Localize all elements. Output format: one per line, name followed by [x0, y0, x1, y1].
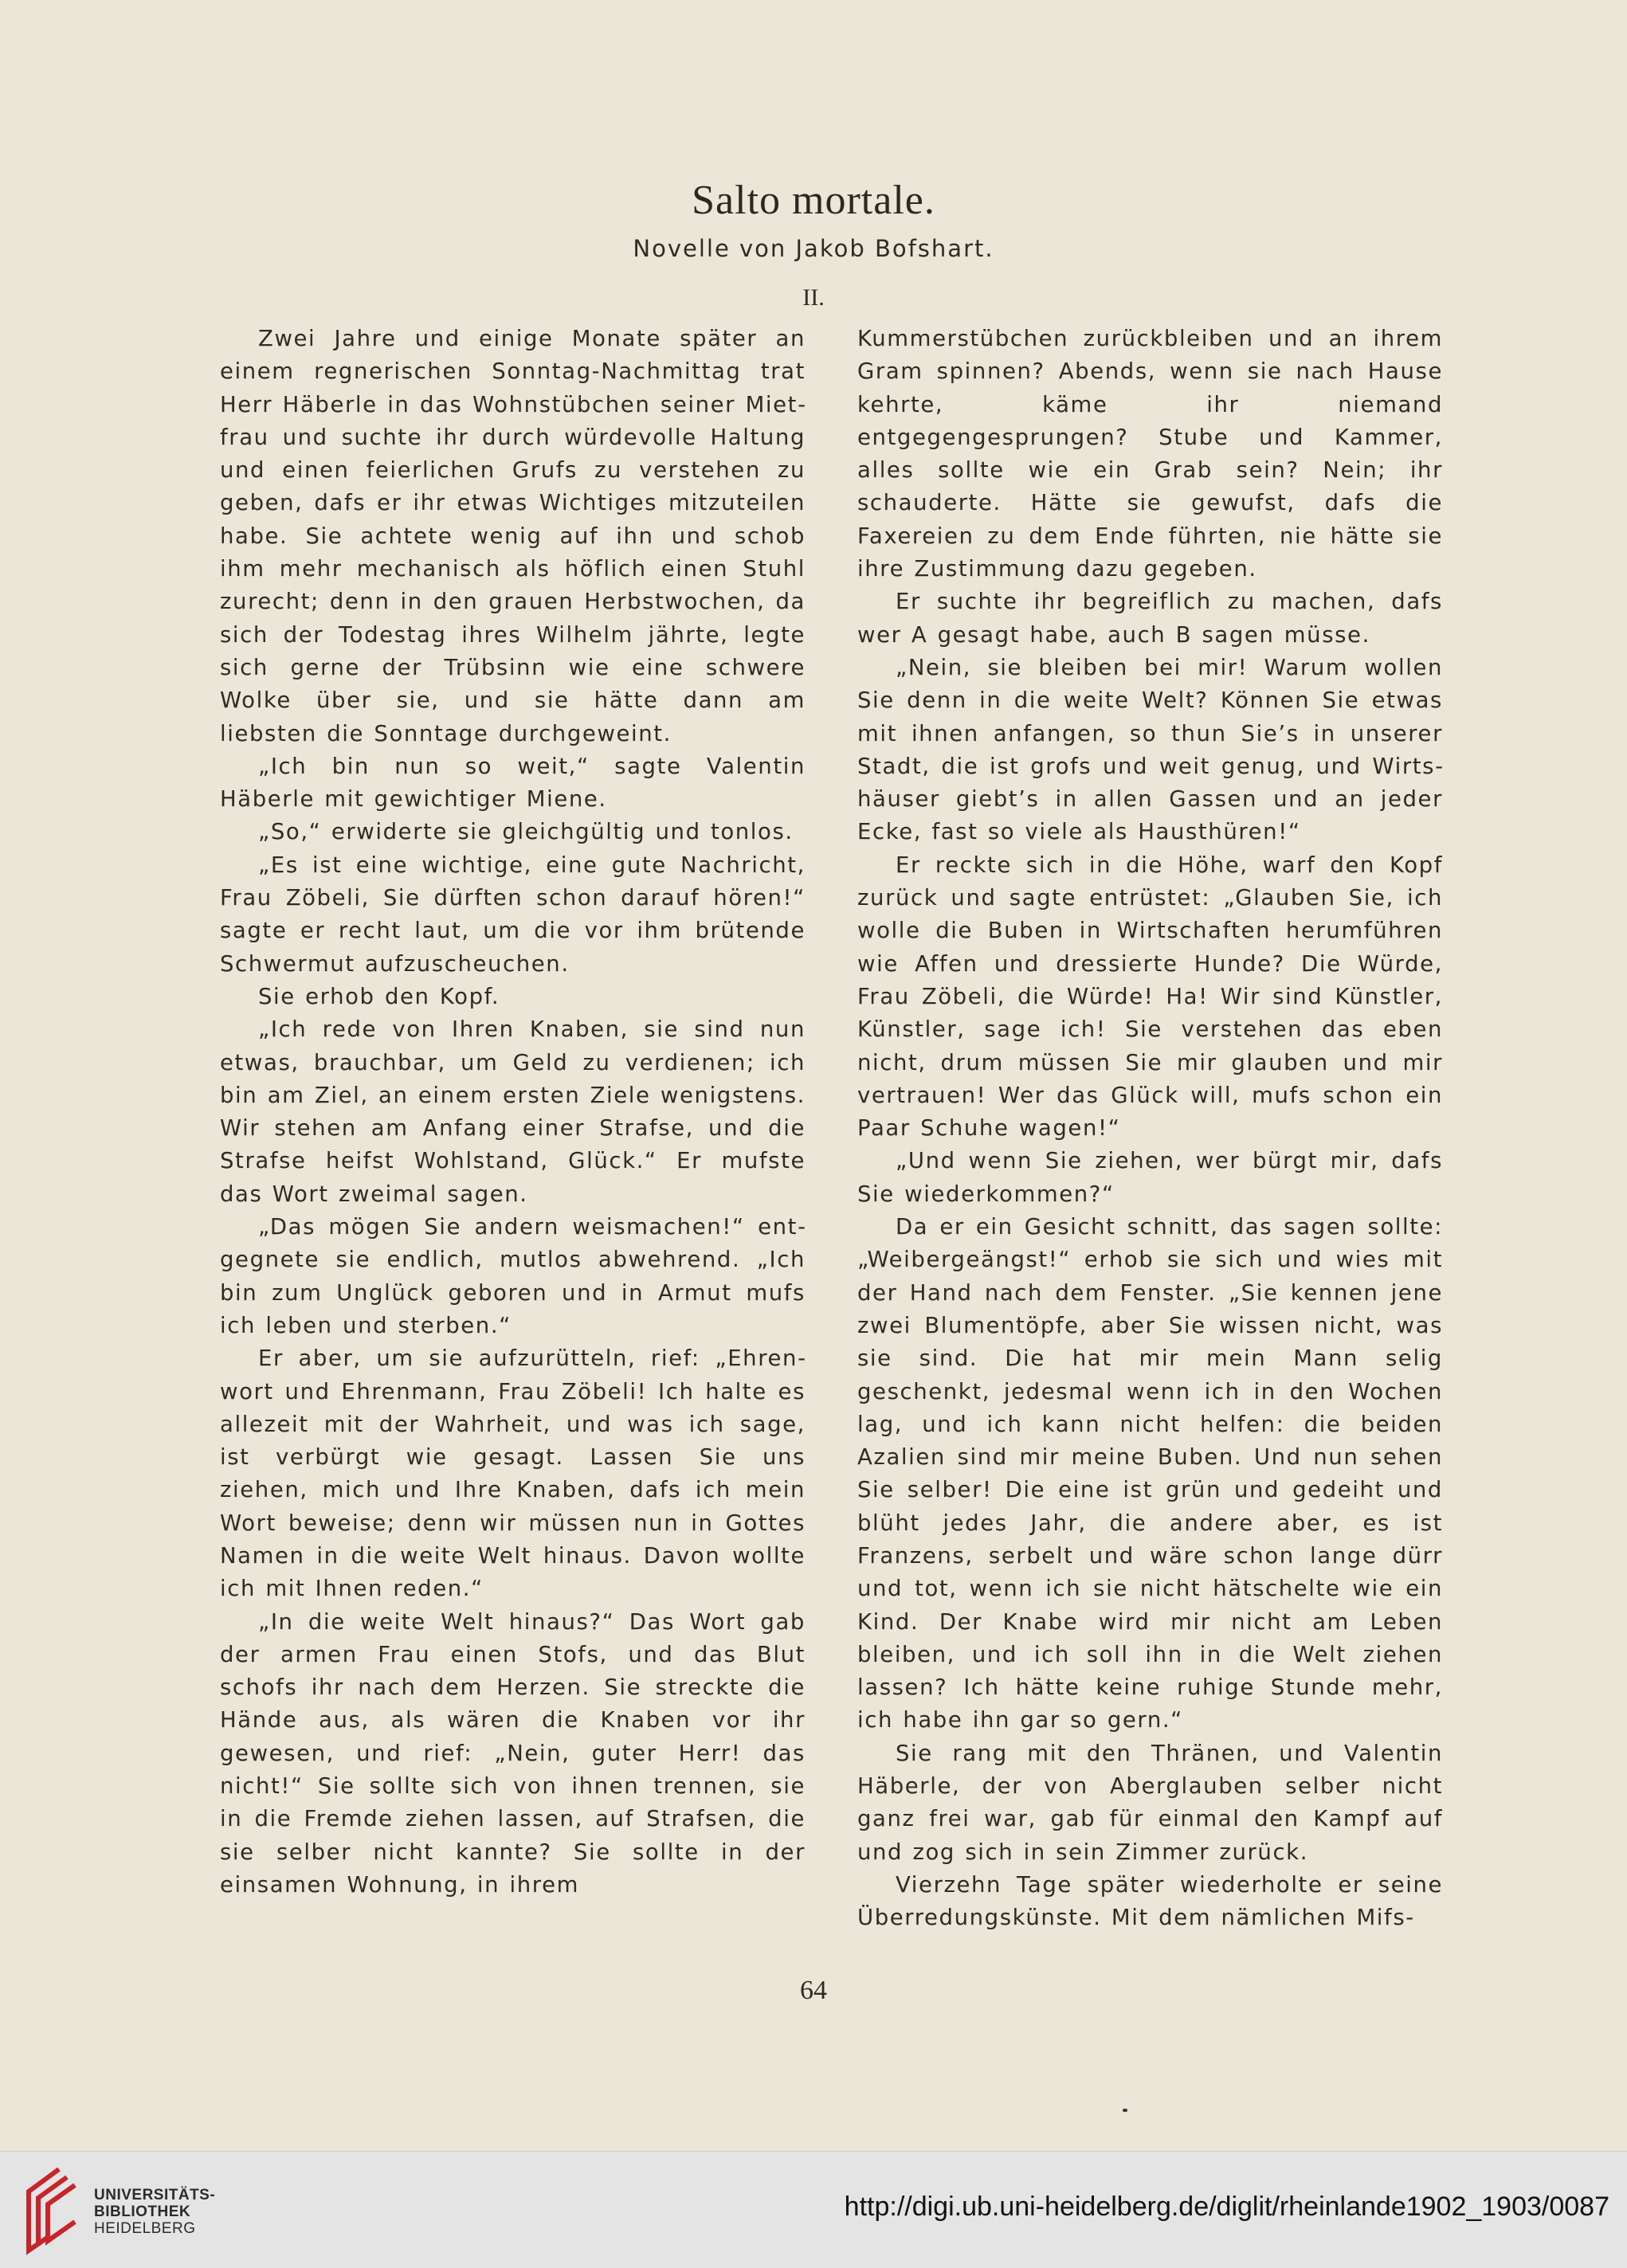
paragraph: „Und wenn Sie ziehen, wer bürgt mir, dafs Sie wiederkommen?“	[857, 1148, 1443, 1207]
paragraph: Er reckte sich in die Höhe, warf den Kopf zurück und sagte entrüstet: „Glauben Sie, ich wolle die Buben in Wirtschaften herumführen wie Affen und dressierte Hunde? Die Würde, Frau Zöbeli, die Würde! Ha! Wir sind Künstler, Künstler, sage ich! Sie verstehen das eben nicht, drum müssen Sie mir glauben und mir vertrauen! Wer das Glück will, mufs schon ein Paar Schuhe wagen!“	[857, 852, 1443, 1142]
text-column-left	[220, 323, 806, 1902]
paragraph: Er aber, um sie aufzurütteln, rief: „Ehrenwort und Ehrenmann, Frau Zöbeli! Ich halte es allezeit mit der Wahrheit, und was ich sage, ist verbürgt wie gesagt. Lassen Sie uns ziehen, mich und Ihre Knaben, dafs ich mein Wort beweise; denn wir müssen nun in Gottes Namen in die weite Welt hinaus. Davon wollte ich mit Ihnen reden.“	[220, 1346, 806, 1602]
library-logo-icon	[18, 2163, 81, 2258]
library-name: UNIVERSITÄTS- BIBLIOTHEK HEIDELBERG	[94, 2187, 216, 2237]
paragraph: „Es ist eine wichtige, eine gute Nachricht, Frau Zöbeli, Sie dürften schon darauf hören!“ sagte er recht laut, um die vor ihm brütende Schwermut aufzuscheuchen.	[220, 852, 806, 977]
paragraph: Er suchte ihr begreiflich zu machen, dafs wer A gesagt habe, auch B sagen müsse.	[857, 589, 1443, 648]
source-url-link[interactable]: http://digi.ub.uni-heidelberg.de/diglit/rheinlande1902_1903/0087	[844, 2192, 1609, 2222]
paragraph: Sie erhob den Kopf.	[258, 983, 500, 1009]
paragraph: „Nein, sie bleiben bei mir! Warum wollen Sie denn in die weite Welt? Können Sie etwas mit ihnen anfangen, so thun Sie’s in unserer Stadt, die ist grofs und weit genug, und Wirtshäuser giebt’s in allen Gassen und an jeder Ecke, fast so viele als Hausthüren!“	[857, 654, 1443, 845]
subtitle: Novelle von Jakob Bofshart.	[633, 235, 994, 262]
paragraph: „So,“ erwiderte sie gleichgültig und tonlos.	[258, 819, 794, 845]
paragraph: Da er ein Gesicht schnitt, das sagen sollte: „Weibergeängst!“ erhob sie sich und wies mit der Hand nach dem Fenster. „Sie kennen jene zwei Blumentöpfe, aber Sie wissen nicht, was sie sind. Die hat mir mein Mann selig geschenkt, jedesmal wenn ich in den Wochen lag, und ich kann nicht helfen: die beiden Azalien sind mir meine Buben. Und nun sehen Sie selber! Die eine ist grün und gedeiht und blüht jedes Jahr, die andere aber, es ist Franzens, serbelt und wäre schon lange dürr und tot, wenn ich sie nicht hätschelte wie ein Kind. Der Knabe wird mir nicht am Leben bleiben, und ich soll ihn in die Welt ziehen lassen? Ich hätte keine ruhige Stunde mehr, ich habe ihn gar so gern.“	[857, 1214, 1443, 1733]
page-number: 64	[800, 1976, 827, 2005]
paragraph: „Ich bin nun so weit,“ sagte Valentin Häberle mit gewichtiger Miene.	[220, 753, 806, 813]
paragraph: „Das mögen Sie andern weismachen!“ entgegnete sie endlich, mutlos abwehrend. „Ich bin zum Unglück geboren und in Armut mufs ich leben und sterben.“	[220, 1214, 806, 1338]
text-column-right	[857, 323, 1443, 1935]
paragraph: Vierzehn Tage später wiederholte er seine Überredungskünste. Mit dem nämlichen Mifs-	[857, 1871, 1443, 1931]
paragraph: „In die weite Welt hinaus?“ Das Wort gab der armen Frau einen Stofs, und das Blut schofs ihr nach dem Herzen. Sie streckte die Hände aus, als wären die Knaben vor ihr gewesen, und rief: „Nein, guter Herr! das nicht!“ Sie sollte sich von ihnen trennen, sie in die Fremde ziehen lassen, auf Strafsen, die sie selber nicht kannte? Sie sollte in der einsamen Wohnung, in ihrem	[220, 1608, 806, 1898]
paragraph: Kummerstübchen zurückbleiben und an ihrem Gram spinnen? Abends, wenn sie nach Hause kehrte, käme ihr niemand entgegengesprungen? Stube und Kammer, alles sollte wie ein Grab sein? Nein; ihr schauderte. Hätte sie gewufst, dafs die Faxereien zu dem Ende führten, nie hätte sie ihre Zustimmung dazu gegeben.	[857, 326, 1443, 582]
paragraph: Sie rang mit den Thränen, und Valentin Häberle, der von Aberglauben selber nicht ganz frei war, gab für einmal den Kampf auf und zog sich in sein Zimmer zurück.	[857, 1740, 1443, 1865]
footer-bar	[0, 2151, 1627, 2268]
paragraph: Zwei Jahre und einige Monate später an einem regnerischen Sonntag-Nachmittag trat Herr Häberle in das Wohnstübchen seiner Mietfrau und suchte ihr durch würdevolle Haltung und einen feierlichen Grufs zu verstehen zu geben, dafs er ihr etwas Wichtiges mitzuteilen habe. Sie achtete wenig auf ihn und schob ihm mehr mechanisch als höflich einen Stuhl zurecht; denn in den grauen Herbstwochen, da sich der Todestag ihres Wilhelm jährte, legte sich gerne der Trübsinn wie eine schwere Wolke über sie, und sie hätte dann am liebsten die Sonntage durchgeweint.	[220, 326, 806, 746]
part-number: II.	[802, 284, 825, 311]
paragraph: „Ich rede von Ihren Knaben, sie sind nun etwas, brauchbar, um Geld zu verdienen; ich bin am Ziel, an einem ersten Ziele wenigstens. Wir stehen am Anfang einer Strafse, und die Strafse heifst Wohlstand, Glück.“ Er mufste das Wort zweimal sagen.	[220, 1016, 806, 1207]
ink-speck	[1123, 2109, 1127, 2112]
page-title: Salto mortale.	[692, 178, 935, 223]
